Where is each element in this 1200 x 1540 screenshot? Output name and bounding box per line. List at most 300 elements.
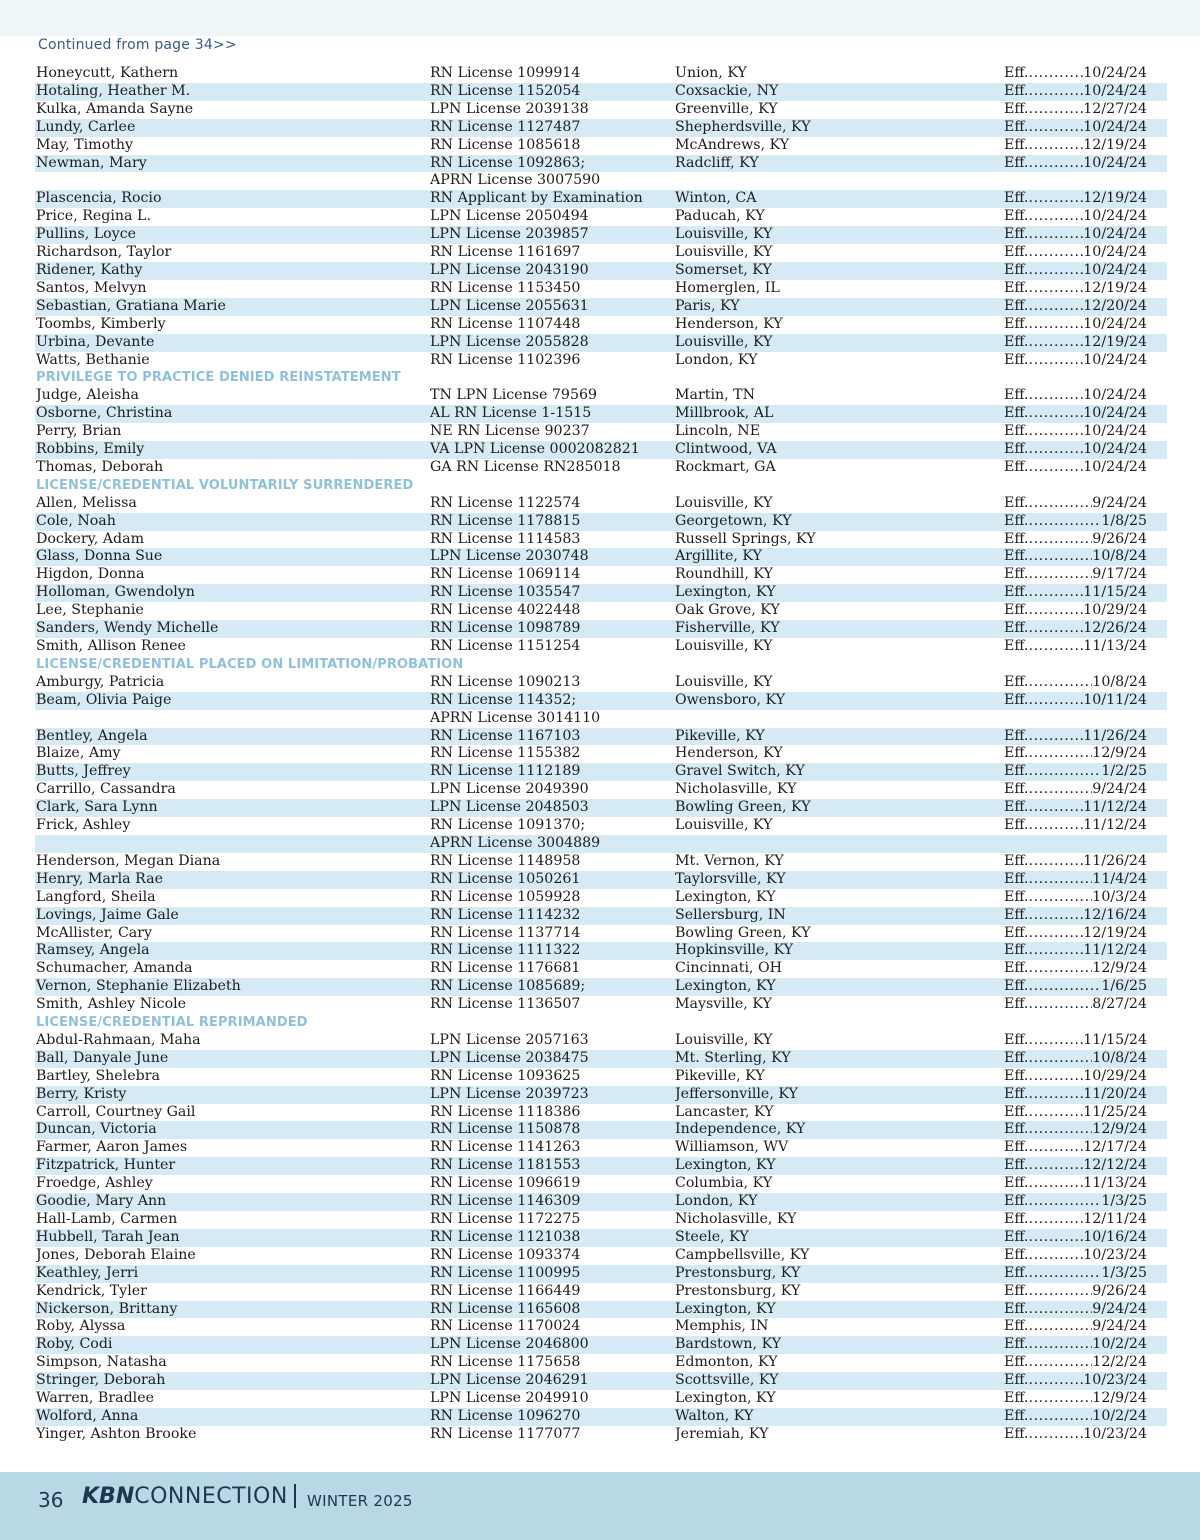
location: Gravel Switch, KY — [675, 763, 805, 780]
effective-date-value: 12/9/24 — [1092, 1121, 1147, 1138]
effective-date-value: 11/12/24 — [1083, 817, 1147, 834]
effective-date-value: 9/24/24 — [1092, 1318, 1147, 1335]
location: Williamson, WV — [675, 1139, 789, 1156]
effective-date — [1004, 387, 1147, 405]
licensee-name: Nickerson, Brittany — [36, 1300, 178, 1317]
dot-leader — [1028, 907, 1083, 925]
eff-label: Eff. — [1004, 1318, 1029, 1335]
table-row — [35, 566, 1167, 584]
eff-label: Eff. — [1004, 1049, 1029, 1066]
location: Lincoln, NE — [675, 423, 761, 440]
table-row — [35, 1354, 1167, 1372]
license-number: RN License 114352; — [430, 691, 577, 708]
location: Campbellsville, KY — [675, 1246, 810, 1263]
dot-leader — [1028, 728, 1083, 746]
dot-leader — [1028, 871, 1092, 889]
disciplinary-actions-list — [35, 65, 1167, 1444]
eff-label: Eff. — [1004, 351, 1029, 368]
table-row — [35, 280, 1167, 298]
location: Scottsville, KY — [675, 1372, 779, 1389]
dot-leader — [1028, 137, 1083, 155]
effective-date — [1004, 459, 1147, 477]
dot-leader — [1028, 638, 1083, 656]
effective-date — [1004, 1050, 1147, 1068]
eff-label: Eff. — [1004, 530, 1029, 547]
table-row — [35, 1372, 1167, 1390]
effective-date — [1004, 907, 1147, 925]
location: Lexington, KY — [675, 584, 776, 601]
dot-leader — [1028, 441, 1083, 459]
license-number: RN License 1111322 — [430, 942, 581, 959]
effective-date-value: 11/26/24 — [1083, 727, 1147, 744]
table-row — [35, 1336, 1167, 1354]
table-row — [35, 1211, 1167, 1229]
effective-date-value: 10/23/24 — [1083, 1425, 1147, 1442]
licensee-name: Robbins, Emily — [36, 441, 145, 458]
licensee-name: Abdul-Rahmaan, Maha — [36, 1031, 201, 1048]
dot-leader — [1028, 1390, 1092, 1408]
table-row — [35, 925, 1167, 943]
dot-leader — [1028, 1157, 1083, 1175]
location: Louisville, KY — [675, 226, 773, 243]
location: Martin, TN — [675, 387, 756, 404]
licensee-name: Beam, Olivia Paige — [36, 691, 172, 708]
effective-date — [1004, 602, 1147, 620]
effective-date — [1004, 1301, 1147, 1319]
dot-leader — [1028, 584, 1083, 602]
eff-label: Eff. — [1004, 1246, 1029, 1263]
effective-date — [1004, 853, 1147, 871]
dot-leader — [1028, 817, 1083, 835]
effective-date — [1004, 996, 1147, 1014]
license-number: RN License 1137714 — [430, 924, 581, 941]
license-number: RN License 1050261 — [430, 870, 581, 887]
license-number: RN License 1096270 — [430, 1407, 581, 1424]
dot-leader — [1028, 996, 1092, 1014]
location: Bowling Green, KY — [675, 924, 811, 941]
table-row — [35, 853, 1167, 871]
table-row — [35, 244, 1167, 262]
location: Union, KY — [675, 65, 747, 81]
dot-leader — [1028, 1139, 1083, 1157]
eff-label: Eff. — [1004, 423, 1029, 440]
effective-date-value: 9/26/24 — [1092, 1282, 1147, 1299]
effective-date-value: 10/29/24 — [1083, 1067, 1147, 1084]
location: Argillite, KY — [675, 548, 762, 565]
effective-date — [1004, 1247, 1147, 1265]
eff-label: Eff. — [1004, 1354, 1029, 1371]
effective-date-value: 12/27/24 — [1083, 100, 1147, 117]
license-number: RN License 1170024 — [430, 1318, 581, 1335]
licensee-name: Frick, Ashley — [36, 817, 131, 834]
licensee-name: Bartley, Shelebra — [36, 1067, 160, 1084]
effective-date — [1004, 1265, 1147, 1283]
licensee-name: Bentley, Angela — [36, 727, 148, 744]
eff-label: Eff. — [1004, 745, 1029, 762]
dot-leader — [1028, 1193, 1101, 1211]
table-row — [35, 423, 1167, 441]
eff-label: Eff. — [1004, 387, 1029, 404]
effective-date-value: 11/12/24 — [1083, 942, 1147, 959]
eff-label: Eff. — [1004, 799, 1029, 816]
eff-label: Eff. — [1004, 190, 1029, 207]
eff-label: Eff. — [1004, 1175, 1029, 1192]
licensee-name: Yinger, Ashton Brooke — [36, 1425, 197, 1442]
effective-date — [1004, 1408, 1147, 1426]
licensee-name: Vernon, Stephanie Elizabeth — [36, 978, 241, 995]
licensee-name: Perry, Brian — [36, 423, 122, 440]
effective-date-value: 10/8/24 — [1092, 673, 1147, 690]
license-number: LPN License 2046291 — [430, 1372, 589, 1389]
dot-leader — [1028, 1265, 1101, 1283]
effective-date — [1004, 1390, 1147, 1408]
table-row — [35, 1104, 1167, 1122]
table-row — [35, 996, 1167, 1014]
licensee-name: Froedge, Ashley — [36, 1175, 153, 1192]
table-row — [35, 548, 1167, 566]
license-number: RN License 1121038 — [430, 1228, 581, 1245]
effective-date-value: 9/24/24 — [1092, 494, 1147, 511]
effective-date — [1004, 1068, 1147, 1086]
table-row — [35, 960, 1167, 978]
effective-date — [1004, 101, 1147, 119]
effective-date — [1004, 871, 1147, 889]
table-row — [35, 674, 1167, 692]
eff-label: Eff. — [1004, 1372, 1029, 1389]
licensee-name: Lundy, Carlee — [36, 118, 136, 135]
dot-leader — [1028, 1354, 1092, 1372]
dot-leader — [1028, 692, 1083, 710]
licensee-name: Roby, Codi — [36, 1336, 113, 1353]
eff-label: Eff. — [1004, 620, 1029, 637]
license-number: RN License 1178815 — [430, 512, 581, 529]
licensee-name: May, Timothy — [36, 136, 133, 153]
effective-date-value: 12/19/24 — [1083, 136, 1147, 153]
eff-label: Eff. — [1004, 1264, 1029, 1281]
effective-date-value: 1/3/25 — [1101, 1193, 1147, 1210]
location: Lexington, KY — [675, 1300, 776, 1317]
effective-date-value: 11/13/24 — [1083, 638, 1147, 654]
eff-label: Eff. — [1004, 638, 1029, 654]
table-row — [35, 83, 1167, 101]
table-row — [35, 692, 1167, 710]
effective-date — [1004, 495, 1147, 513]
location: Louisville, KY — [675, 638, 773, 654]
licensee-name: Santos, Melvyn — [36, 279, 147, 296]
license-number: GA RN License RN285018 — [430, 458, 621, 475]
dot-leader — [1028, 244, 1083, 262]
footer — [0, 1472, 1200, 1540]
licensee-name: Fitzpatrick, Hunter — [36, 1157, 176, 1174]
location: Roundhill, KY — [675, 566, 773, 583]
licensee-name: Lee, Stephanie — [36, 602, 144, 619]
license-number: RN License 1150878 — [430, 1121, 581, 1138]
effective-date-value: 10/24/24 — [1083, 387, 1147, 404]
eff-label: Eff. — [1004, 226, 1029, 243]
effective-date-value: 12/26/24 — [1083, 620, 1147, 637]
effective-date — [1004, 441, 1147, 459]
effective-date-value: 8/27/24 — [1092, 996, 1147, 1013]
license-number: TN LPN License 79569 — [430, 387, 598, 404]
licensee-name: Richardson, Taylor — [36, 244, 172, 261]
table-row — [35, 638, 1167, 656]
dot-leader — [1028, 1175, 1083, 1193]
dot-leader — [1028, 83, 1083, 101]
dot-leader — [1028, 190, 1083, 208]
location: Winton, CA — [675, 190, 757, 207]
license-number: RN License 4022448 — [430, 602, 581, 619]
licensee-name: Ramsey, Angela — [36, 942, 150, 959]
license-number: RN License 1085618 — [430, 136, 581, 153]
effective-date — [1004, 1354, 1147, 1372]
table-row — [35, 1408, 1167, 1426]
eff-label: Eff. — [1004, 1336, 1029, 1353]
license-number: RN License 1069114 — [430, 566, 581, 583]
effective-date — [1004, 226, 1147, 244]
location: Clintwood, VA — [675, 441, 777, 458]
section-heading — [35, 369, 1167, 387]
table-row — [35, 190, 1167, 208]
license-number: RN License 1153450 — [430, 279, 581, 296]
license-number: LPN License 2039723 — [430, 1085, 589, 1102]
dot-leader — [1028, 1032, 1083, 1050]
dot-leader — [1028, 1372, 1083, 1390]
effective-date — [1004, 298, 1147, 316]
table-row — [35, 584, 1167, 602]
effective-date — [1004, 1032, 1147, 1050]
dot-leader — [1028, 262, 1083, 280]
location: Independence, KY — [675, 1121, 806, 1138]
dot-leader — [1028, 459, 1083, 477]
location: Mt. Sterling, KY — [675, 1049, 791, 1066]
dot-leader — [1028, 978, 1101, 996]
effective-date-value: 12/9/24 — [1092, 1390, 1147, 1407]
location: Shepherdsville, KY — [675, 118, 811, 135]
license-number: LPN License 2049390 — [430, 781, 589, 798]
location: Louisville, KY — [675, 333, 773, 350]
effective-date-value: 10/24/24 — [1083, 315, 1147, 332]
dot-leader — [1028, 387, 1083, 405]
effective-date-value: 10/24/24 — [1083, 118, 1147, 135]
eff-label: Eff. — [1004, 1031, 1029, 1048]
table-row — [35, 1301, 1167, 1319]
eff-label: Eff. — [1004, 244, 1029, 261]
location: Sellersburg, IN — [675, 906, 786, 923]
effective-date — [1004, 1211, 1147, 1229]
location: Radcliff, KY — [675, 154, 759, 171]
location: Henderson, KY — [675, 315, 783, 332]
dot-leader — [1028, 1426, 1083, 1444]
license-number: RN License 1175658 — [430, 1354, 581, 1371]
eff-label: Eff. — [1004, 154, 1029, 171]
eff-label: Eff. — [1004, 1193, 1029, 1210]
license-number: RN License 1114583 — [430, 530, 581, 547]
eff-label: Eff. — [1004, 548, 1029, 565]
license-number: RN License 1091370; — [430, 817, 586, 834]
location: Russell Springs, KY — [675, 530, 816, 547]
table-row — [35, 459, 1167, 477]
license-number: RN License 1165608 — [430, 1300, 581, 1317]
licensee-name: Langford, Sheila — [36, 888, 156, 905]
effective-date — [1004, 280, 1147, 298]
dot-leader — [1028, 280, 1083, 298]
table-row — [35, 799, 1167, 817]
location: Pikeville, KY — [675, 1067, 765, 1084]
eff-label: Eff. — [1004, 1390, 1029, 1407]
licensee-name: Clark, Sara Lynn — [36, 799, 158, 816]
effective-date-value: 1/8/25 — [1101, 512, 1147, 529]
effective-date — [1004, 334, 1147, 352]
license-number: RN License 1166449 — [430, 1282, 581, 1299]
location: Maysville, KY — [675, 996, 772, 1013]
table-row — [35, 978, 1167, 996]
licensee-name: Lovings, Jaime Gale — [36, 906, 179, 923]
effective-date — [1004, 763, 1147, 781]
effective-date — [1004, 1283, 1147, 1301]
licensee-name: Jones, Deborah Elaine — [36, 1246, 196, 1263]
dot-leader — [1028, 960, 1092, 978]
effective-date — [1004, 817, 1147, 835]
effective-date-value: 11/26/24 — [1083, 852, 1147, 869]
dot-leader — [1028, 1247, 1083, 1265]
section-heading-text: PRIVILEGE TO PRACTICE DENIED REINSTATEMENT — [36, 370, 401, 386]
license-number: RN License 1102396 — [430, 351, 581, 368]
eff-label: Eff. — [1004, 1085, 1029, 1102]
table-row — [35, 334, 1167, 352]
dot-leader — [1028, 1336, 1092, 1354]
brand-bold: KBN — [82, 1484, 135, 1509]
eff-label: Eff. — [1004, 405, 1029, 422]
table-row — [35, 441, 1167, 459]
effective-date — [1004, 262, 1147, 280]
effective-date — [1004, 566, 1147, 584]
table-row — [35, 495, 1167, 513]
effective-date — [1004, 745, 1147, 763]
dot-leader — [1028, 101, 1083, 119]
effective-date-value: 10/24/24 — [1083, 82, 1147, 99]
location: Lexington, KY — [675, 1390, 776, 1407]
licensee-name: Kendrick, Tyler — [36, 1282, 147, 1299]
eff-label: Eff. — [1004, 279, 1029, 296]
license-number: RN License 1151254 — [430, 638, 581, 654]
eff-label: Eff. — [1004, 494, 1029, 511]
effective-date — [1004, 1372, 1147, 1390]
effective-date — [1004, 799, 1147, 817]
table-row — [35, 1050, 1167, 1068]
table-row — [35, 1139, 1167, 1157]
location: Lexington, KY — [675, 1157, 776, 1174]
eff-label: Eff. — [1004, 65, 1029, 81]
dot-leader — [1028, 1121, 1092, 1139]
effective-date — [1004, 531, 1147, 549]
dot-leader — [1028, 1318, 1092, 1336]
effective-date — [1004, 405, 1147, 423]
license-number: RN License 1122574 — [430, 494, 581, 511]
section-heading-text: LICENSE/CREDENTIAL REPRIMANDED — [36, 1015, 308, 1031]
license-number: AL RN License 1-1515 — [430, 405, 592, 422]
dot-leader — [1028, 1086, 1083, 1104]
table-row — [35, 1193, 1167, 1211]
effective-date — [1004, 548, 1147, 566]
table-row — [35, 620, 1167, 638]
table-row — [35, 1121, 1167, 1139]
table-row — [35, 728, 1167, 746]
licensee-name: Smith, Allison Renee — [36, 638, 186, 654]
table-row — [35, 1283, 1167, 1301]
effective-date-value: 11/15/24 — [1083, 584, 1147, 601]
eff-label: Eff. — [1004, 781, 1029, 798]
dot-leader — [1028, 566, 1092, 584]
effective-date-value: 12/17/24 — [1083, 1139, 1147, 1156]
location: Edmonton, KY — [675, 1354, 778, 1371]
license-number: RN License 1085689; — [430, 978, 586, 995]
eff-label: Eff. — [1004, 261, 1029, 278]
dot-leader — [1028, 620, 1083, 638]
eff-label: Eff. — [1004, 208, 1029, 225]
license-number: RN License 1176681 — [430, 960, 581, 977]
table-row — [35, 226, 1167, 244]
license-number: RN License 1099914 — [430, 65, 581, 81]
table-row — [35, 1157, 1167, 1175]
eff-label: Eff. — [1004, 817, 1029, 834]
table-row — [35, 137, 1167, 155]
eff-label: Eff. — [1004, 942, 1029, 959]
location: Nicholasville, KY — [675, 781, 797, 798]
license-number: RN License 1152054 — [430, 82, 581, 99]
effective-date — [1004, 155, 1147, 173]
table-row — [35, 155, 1167, 173]
licensee-name: Thomas, Deborah — [36, 458, 164, 475]
dot-leader — [1028, 1050, 1092, 1068]
table-row — [35, 1229, 1167, 1247]
location: Jeremiah, KY — [675, 1425, 769, 1442]
effective-date-value: 10/24/24 — [1083, 405, 1147, 422]
effective-date-value: 12/12/24 — [1083, 1157, 1147, 1174]
location: Louisville, KY — [675, 673, 773, 690]
divider — [294, 1484, 296, 1508]
licensee-name: Holloman, Gwendolyn — [36, 584, 195, 601]
effective-date-value: 10/24/24 — [1083, 154, 1147, 171]
licensee-name: Amburgy, Patricia — [36, 673, 165, 690]
eff-label: Eff. — [1004, 888, 1029, 905]
table-row — [35, 781, 1167, 799]
location: Millbrook, AL — [675, 405, 774, 422]
table-row — [35, 172, 1167, 190]
licensee-name: Sanders, Wendy Michelle — [36, 620, 219, 637]
eff-label: Eff. — [1004, 1121, 1029, 1138]
location: Paducah, KY — [675, 208, 765, 225]
table-row — [35, 763, 1167, 781]
table-row — [35, 119, 1167, 137]
effective-date-value: 12/19/24 — [1083, 279, 1147, 296]
effective-date — [1004, 1318, 1147, 1336]
effective-date-value: 9/26/24 — [1092, 530, 1147, 547]
effective-date-value: 11/12/24 — [1083, 799, 1147, 816]
dot-leader — [1028, 119, 1083, 137]
effective-date-value: 9/24/24 — [1092, 781, 1147, 798]
licensee-name: Ridener, Kathy — [36, 261, 143, 278]
eff-label: Eff. — [1004, 852, 1029, 869]
effective-date-value: 10/11/24 — [1083, 691, 1147, 708]
effective-date — [1004, 781, 1147, 799]
eff-label: Eff. — [1004, 1300, 1029, 1317]
license-number: RN License 1035547 — [430, 584, 581, 601]
license-number: LPN License 2057163 — [430, 1031, 589, 1048]
effective-date-value: 11/20/24 — [1083, 1085, 1147, 1102]
effective-date — [1004, 1086, 1147, 1104]
licensee-name: Hotaling, Heather M. — [36, 82, 191, 99]
license-number: RN License 1141263 — [430, 1139, 581, 1156]
